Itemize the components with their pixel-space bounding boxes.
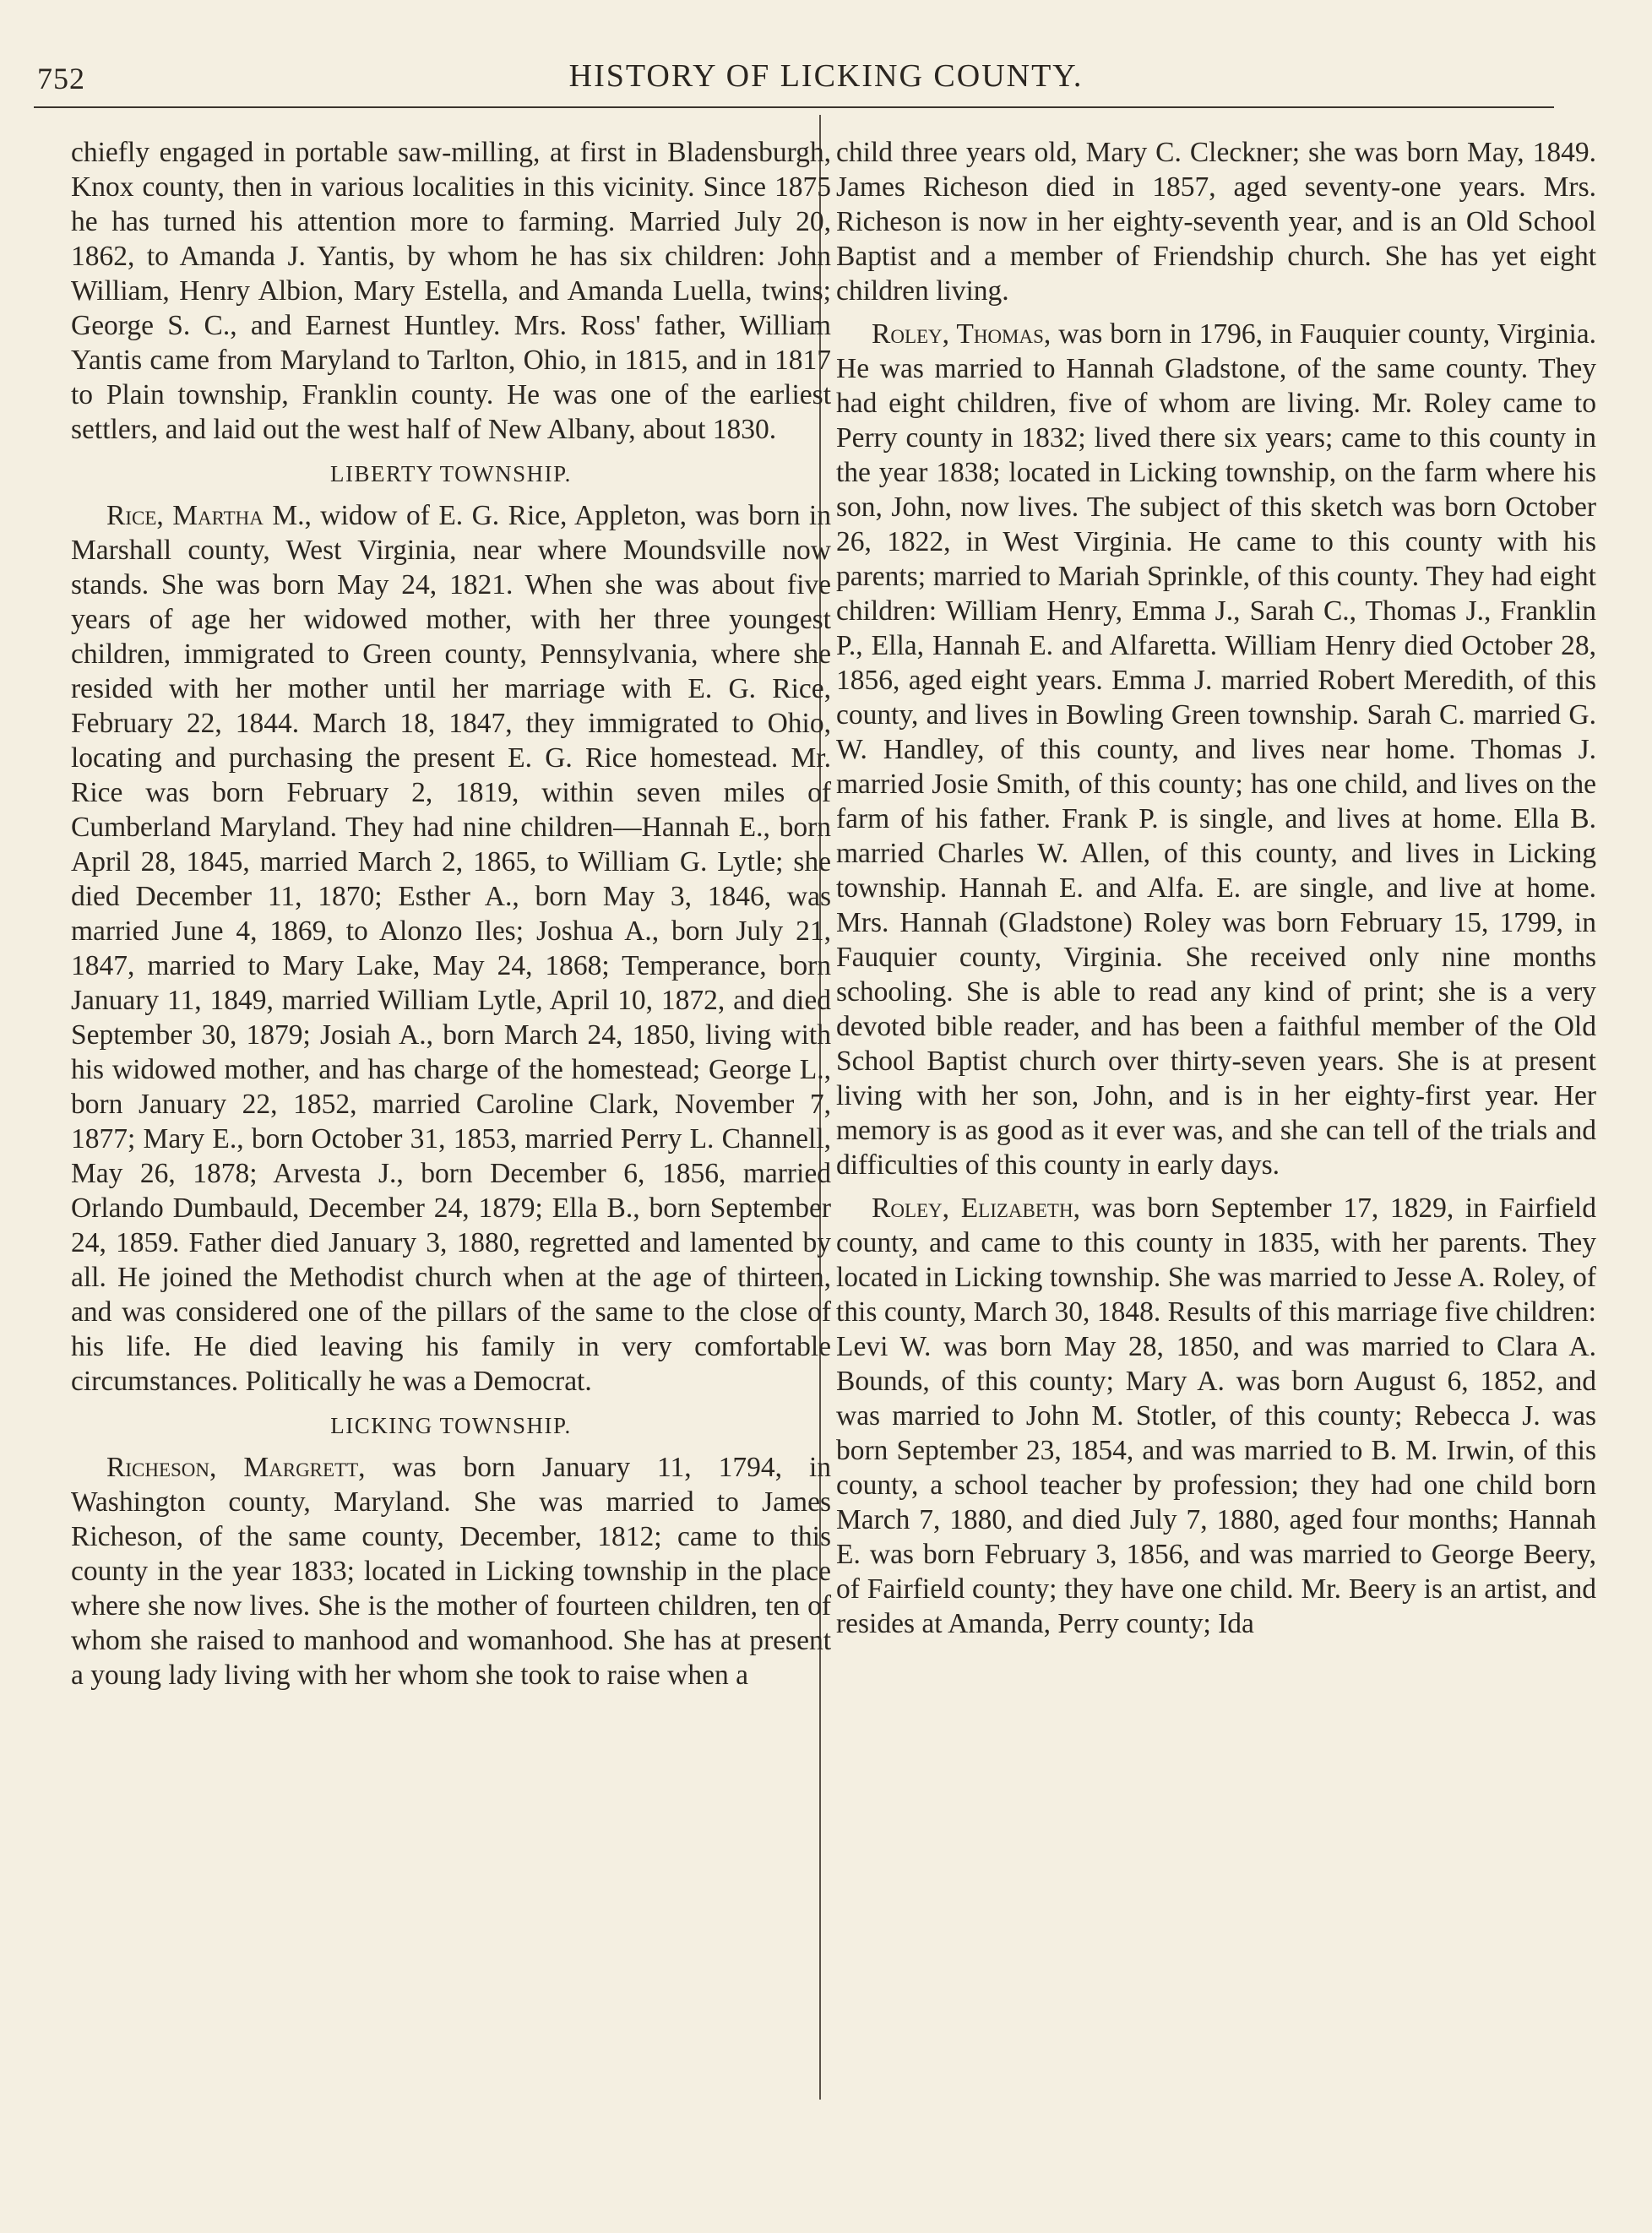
entry-name: Richeson, Margrett, — [106, 1452, 366, 1483]
entry-text: was born in 1796, in Fauquier county, Virginia. He was married to Hannah Gladstone, of the same county. They had eight children, five of whom are living. Mr. Roley came to Perry county in 1832; lived there six years; came to this county in the year 1838; located in Licking township, on the farm where his son, John, now lives. The subject of this sketch was born October 26, 1822, in West Virginia. He came to this county with his parents; married to Mariah Sprinkle, of this county. They had eight children: William Henry, Emma J., Sarah C., Thomas J., Franklin P., Ella, Hannah E. and Alfaretta. William Henry died October 28, 1856, aged eight years. Emma J. married Robert Meredith, of this county, and lives in Bowling Green township. Sarah C. married G. W. Handley, of this county, and lives near home. Thomas J. married Josie Smith, of this county; has one child, and lives on the farm of his father. Frank P. is single, and lives at home. Ella B. married Charles W. Allen, of this county, and lives in Licking township. Hannah E. and Alfa. E. are single, and live at home. Mrs. Hannah (Gladstone) Roley was born February 15, 1799, in Fauquier county, Virginia. She received only nine months schooling. She is able to read any kind of print; she is a very devoted bible reader, and has been a faithful member of the Old School Baptist church over thirty-seven years. She is at present living with her son, John, and is in her eighty-first year. Her memory is as good as it ever was, and she can tell of the trials and difficulties of this county in early days. — [836, 318, 1596, 1181]
running-head: HISTORY OF LICKING COUNTY. — [568, 58, 1084, 94]
header-rule — [34, 106, 1554, 108]
section-heading-licking-township: LICKING TOWNSHIP. — [330, 1413, 572, 1438]
paragraph-roley-elizabeth — [836, 1191, 1596, 1641]
left-column — [71, 135, 831, 1692]
right-column — [836, 135, 1596, 1641]
section-heading-liberty-township: LIBERTY TOWNSHIP. — [330, 461, 572, 486]
paragraph-richeson-margrett — [71, 1450, 831, 1692]
paragraph-rice-martha — [71, 498, 831, 1399]
paragraph-richeson-continuation: child three years old, Mary C. Cleckner; she was born May, 1849. James Richeson died in 1857, aged seventy-one years. Mrs. Richeson is now in her eighty-seventh year, and is an Old School Baptist and a member of Friendship church. She has yet eight children living. — [836, 137, 1596, 307]
entry-name: Rice, Martha — [106, 500, 264, 531]
page-number: 752 — [37, 62, 85, 95]
entry-text: was born January 11, 1794, in Washington county, Maryland. She was married to James Richeson, of the same county, December, 1812; came to this county in the year 1833; located in Licking township in the place where she now lives. She is the mother of fourteen children, ten of whom she raised to manhood and womanhood. She has at present a young lady living with her whom she took to raise when a — [71, 1452, 832, 1691]
entry-text: M., widow of E. G. Rice, Appleton, was born in Marshall county, West Virginia, near where Moundsville now stands. She was born May 24, 1821. When she was about five years of age her widowed mother, with her three youngest children, immigrated to Green county, Pennsylvania, where she resided with her mother until her marriage with E. G. Rice, February 22, 1844. March 18, 1847, they immigrated to Ohio, locating and purchasing the present E. G. Rice homestead. Mr. Rice was born February 2, 1819, within seven miles of Cumberland Maryland. They had nine children—Hannah E., born April 28, 1845, married March 2, 1865, to William G. Lytle; she died December 11, 1870; Esther A., born May 3, 1846, was married June 4, 1869, to Alonzo Iles; Joshua A., born July 21, 1847, married to Mary Lake, May 24, 1868; Temperance, born January 11, 1849, married William Lytle, April 10, 1872, and died September 30, 1879; Josiah A., born March 24, 1850, living with his widowed mother, and has charge of the homestead; George L., born January 22, 1852, married Caroline Clark, November 7, 1877; Mary E., born October 31, 1853, married Perry L. Channell, May 26, 1878; Arvesta J., born December 6, 1856, married Orlando Dumbauld, December 24, 1879; Ella B., born September 24, 1859. Father died January 3, 1880, regretted and lamented by all. He joined the Methodist church when at the age of thirteen, and was considered one of the pillars of the same to the close of his life. He died leaving his family in very comfortable circumstances. Politically he was a Democrat. — [71, 500, 831, 1397]
entry-name: Roley, Elizabeth, — [872, 1193, 1080, 1224]
paragraph-roley-thomas — [836, 317, 1596, 1182]
entry-text: was born September 17, 1829, in Fairfield county, and came to this county in 1835, with her parents. They located in Licking township. She was married to Jesse A. Roley, of this county, March 30, 1848. Results of this marriage five children: Levi W. was born May 28, 1850, and was married to Clara A. Bounds, of this county; Mary A. was born August 6, 1852, and was married to John M. Stotler, of this county; Rebecca J. was born September 23, 1854, and was married to B. M. Irwin, of this county, a school teacher by profession; they had one child born March 7, 1880, and died July 7, 1880, aged four months; Hannah E. was born February 3, 1856, and was married to George Beery, of Fairfield county; they have one child. Mr. Beery is an artist, and resides at Amanda, Perry county; Ida — [836, 1193, 1596, 1639]
entry-name: Roley, Thomas, — [872, 318, 1052, 350]
paragraph-ross-continuation: chiefly engaged in portable saw-milling, at first in Bladensburgh, Knox county, then in various localities in this vicinity. Since 1875 he has turned his attention more to farming. Married July 20, 1862, to Amanda J. Yantis, by whom he has six children: John William, Henry Albion, Mary Estella, and Amanda Luella, twins; George S. C., and Earnest Huntley. Mrs. Ross' father, William Yantis came from Maryland to Tarlton, Ohio, in 1815, and in 1817 to Plain township, Franklin county. He was one of the earliest settlers, and laid out the west half of New Albany, about 1830. — [71, 137, 831, 445]
